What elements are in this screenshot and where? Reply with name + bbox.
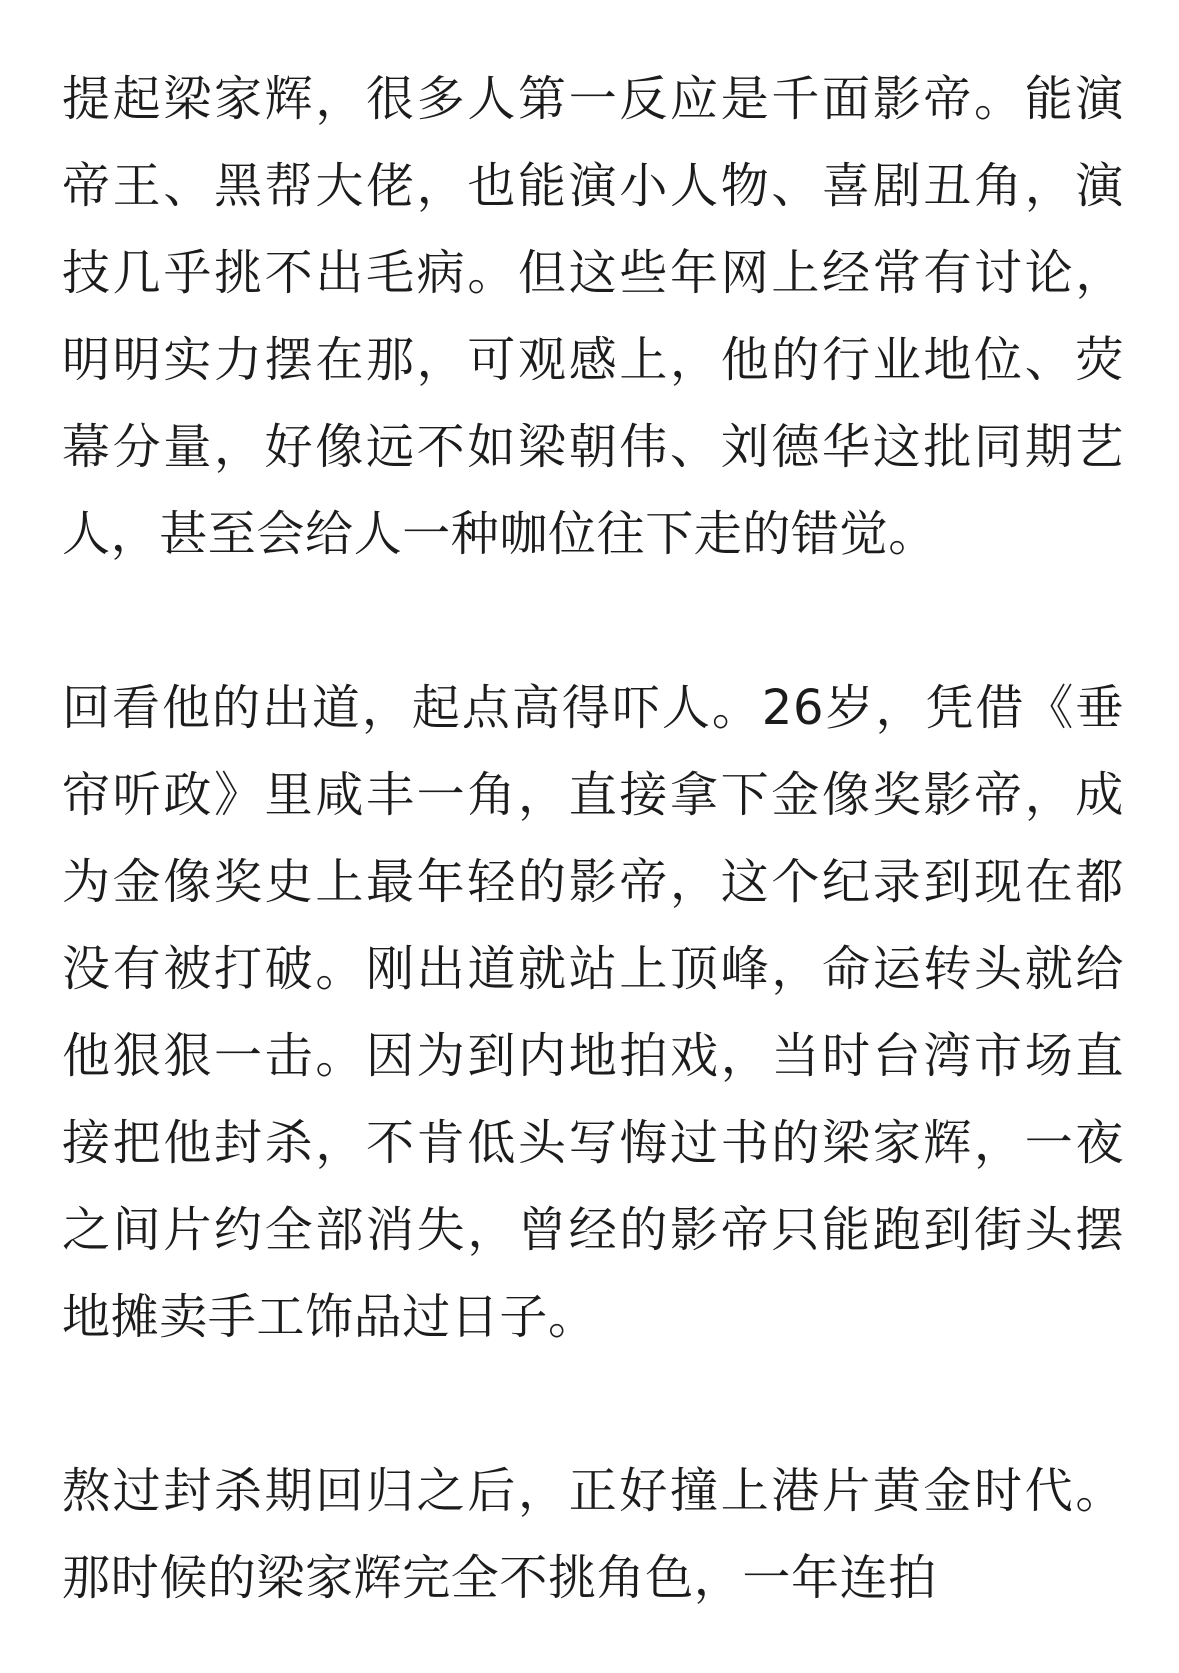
article-body — [62, 56, 1124, 1622]
paragraph-3: 熬过封杀期回归之后，正好撞上港片黄金时代。那时候的梁家辉完全不挑角色，一年连拍 — [62, 1463, 1124, 1606]
paragraph-1: 提起梁家辉，很多人第一反应是千面影帝。能演帝王、黑帮大佬，也能演小人物、喜剧丑角，演技几乎挑不出毛病。但这些年网上经常有讨论，明明实力摆在那，可观感上，他的行业地位、荧幕分量，好像远不如梁朝伟、刘德华这批同期艺人，甚至会给人一种咖位往下走的错觉。 — [62, 71, 1124, 562]
paragraph-2: 回看他的出道，起点高得吓人。26岁，凭借《垂帘听政》里咸丰一角，直接拿下金像奖影帝，成为金像奖史上最年轻的影帝，这个纪录到现在都没有被打破。刚出道就站上顶峰，命运转头就给他狠狠一击。因为到内地拍戏，当时台湾市场直接把他封杀，不肯低头写悔过书的梁家辉，一夜之间片约全部消失，曾经的影帝只能跑到街头摆地摊卖手工饰品过日子。 — [62, 680, 1124, 1345]
